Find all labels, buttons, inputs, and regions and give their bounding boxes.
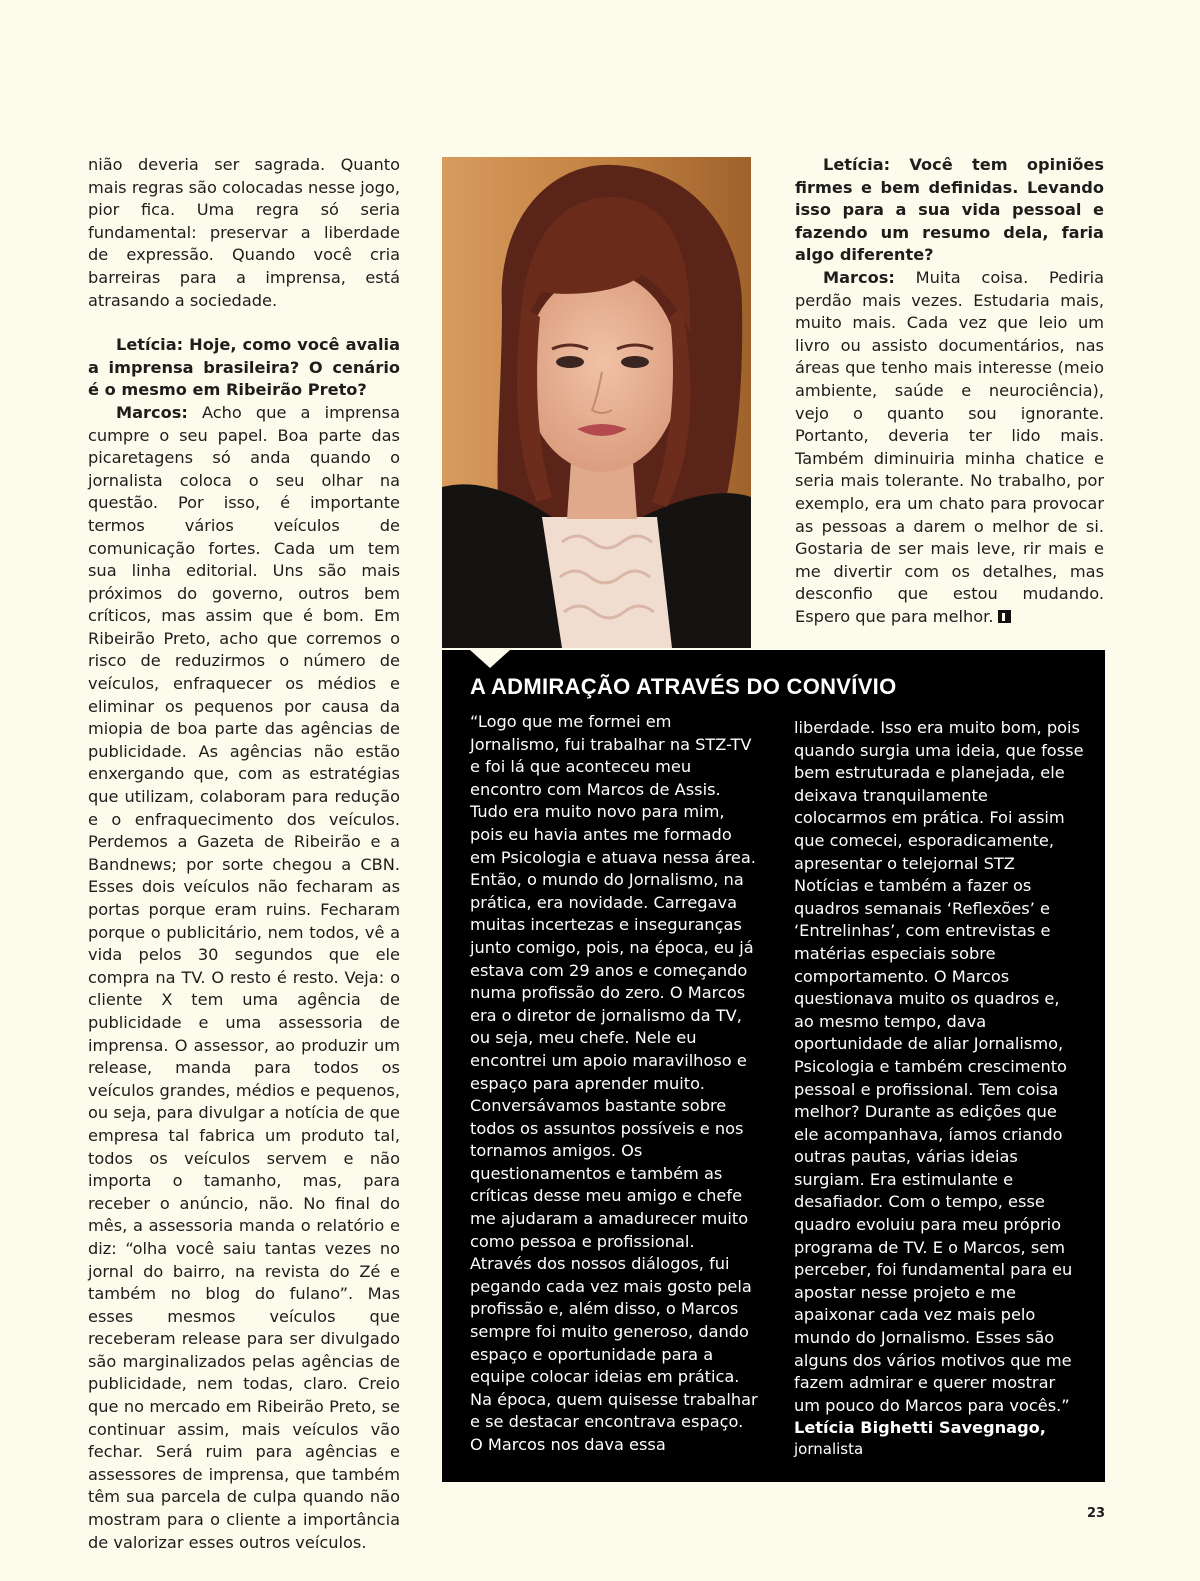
portrait-photo — [442, 157, 751, 648]
testimonial-text: liberdade. Isso era muito bom, pois quando surgia uma ideia, que fosse bem estruturada e planejada, ele deixava tranquilamente colocarmos em prática. Foi assim que comecei, esporadicamente, apresentar o telejornal STZ Notícias e também a fazer os quadros semanais ‘Reflexões’ e ‘Entrelinhas’, com entrevistas e matérias especiais sobre comportamento. O Marcos questionava muito os quadros e, ao mesmo tempo, dava oportunidade de aliar Jornalismo, Psicologia e também crescimento pessoal e profissional. Tem coisa melhor? Durante as edições que ele acompanhava, íamos criando outras pautas, várias ideias surgiam. Era estimulante e desafiador. Com o tempo, esse quadro evoluiu para meu próprio programa de TV. E o Marcos, sem perceber, foi fundamental para eu apostar nesse projeto e me apaixonar cada vez mais pelo mundo do Jornalismo. Esses são alguns dos vários motivos que me fazem admirar e querer mostrar um pouco do Marcos para vocês.” — [794, 718, 1084, 1415]
box-notch-triangle — [470, 650, 510, 668]
interview-question-2 — [795, 154, 1104, 267]
testimonial-box — [442, 650, 1105, 1482]
answer-speaker: Marcos: — [116, 402, 188, 422]
left-paragraph-1: nião deveria ser sagrada. Quanto mais regras são colocadas nesse jogo, pior fica. Uma regra só seria fundamental: preservar a liberdade de expressão. Quando você cria barreiras para a imprensa, está atrasando a sociedade. — [88, 155, 400, 310]
answer-text: Acho que a imprensa cumpre o seu papel. Boa parte das picaretagens só anda quando o jornalista coloca o seu olhar na questão. Por isso, é importante termos vários veículos de comunicação fortes. Cada um tem sua linha editorial. Uns são mais próximos do governo, outros bem críticos, mas assim que é bom. Em Ribeirão Preto, acho que corremos o risco de reduzirmos o número de veículos, enfraquecer os médios e eliminar os pequenos por causa da miopia de boa parte das agências de publicidade. As agências não estão enxergando que, com as estratégias que utilizam, colaboram para redução e o enfraquecimento dos veículos. Perdemos a Gazeta de Ribeirão e a Bandnews; por sorte chegou a CBN. Esses dois veículos não fecharam as portas porque eram ruins. Fecharam porque o publicitário, nem todos, vê a vida pelos 30 segundos que ele compra na TV. O resto é resto. Veja: o cliente X tem uma agência de publicidade e uma assessoria de imprensa. O assessor, ao produzir um release, manda para todos os veículos grandes, médios e pequenos, ou seja, para divulgar a notícia de que empresa tal fabrica um produto tal, todos os veículos servem e não importa o tamanho, mas, para receber o anúncio, não. No final do mês, a assessoria manda o relatório e diz: “olha você saiu tantas vezes no jornal do bairro, na revista do Zé e também no blog do fulano”. Mas esses mesmos veículos que receberam release para ser divulgado são marginalizados pelas agências de publicidade, nem todas, claro. Creio que no mercado em Ribeirão Preto, se continuar assim, mais veículos vão fechar. Será ruim para agências e assessores de imprensa, que também têm sua parcela de culpa quando não mostram para o cliente a importância de valorizar esses outros veículos. — [88, 402, 400, 1552]
answer-text: Muita coisa. Pediria perdão mais vezes. Estudaria mais, muito mais. Cada vez que leio um livro ou assisto documentários, nas áreas que tenho mais interesse (meio ambiente, saúde e neurociência), vejo o quanto sou ignorante. Portanto, deveria ter lido mais. Também diminuiria minha chatice e seria mais tolerante. No trabalho, por exemplo, era um chato para provocar as pessoas a darem o melhor de si. Gostaria de ser mais leve, rir mais e me divertir com os detalhes, mas desconfio que estou mudando. Espero que para melhor. — [795, 267, 1104, 626]
question-text: Letícia: Hoje, como você avalia a imprensa brasileira? O cenário é o mesmo em Ribeirão Preto? — [88, 335, 400, 400]
paragraph-gap — [88, 312, 400, 334]
page-number: 23 — [1087, 1506, 1106, 1521]
testimonial-title: A ADMIRAÇÃO ATRAVÉS DO CONVÍVIO — [470, 674, 897, 699]
end-of-article-icon — [998, 610, 1011, 623]
signature-role: jornalista — [794, 1440, 864, 1458]
portrait-illustration — [442, 157, 751, 648]
signature-name: Letícia Bighetti Savegnago, — [794, 1418, 1046, 1438]
right-column — [795, 154, 1104, 628]
left-column — [88, 154, 400, 1554]
question-text: Letícia: Você tem opiniões firmes e bem definidas. Levando isso para a sua vida pessoal e fazendo um resumo dela, faria algo diferente? — [795, 155, 1104, 265]
interview-answer-2 — [795, 267, 1104, 629]
testimonial-column-2 — [794, 717, 1084, 1458]
testimonial-column-1: “Logo que me formei em Jornalismo, fui trabalhar na STZ-TV e foi lá que aconteceu meu encontro com Marcos de Assis. Tudo era muito novo para mim, pois eu havia antes me formado em Psicologia e atuava nessa área. Então, o mundo do Jornalismo, na prática, era novidade. Carregava muitas incertezas e inseguranças junto comigo, pois, na época, eu já estava com 29 anos e começando numa profissão do zero. O Marcos era o diretor de jornalismo da TV, ou seja, meu chefe. Nele eu encontrei um apoio maravilhoso e espaço para aprender muito. Conversávamos bastante sobre todos os assuntos possíveis e nos tornamos amigos. Os questionamentos e também as críticas desse meu amigo e chefe me ajudaram a amadurecer muito como pessoa e profissional. Através dos nossos diálogos, fui pegando cada vez mais gosto pela profissão e, além disso, o Marcos sempre foi muito generoso, dando espaço e oportunidade para a equipe colocar ideias em prática. Na época, quem quisesse trabalhar e se destacar encontrava espaço. O Marcos nos dava essa — [470, 712, 758, 1454]
answer-speaker: Marcos: — [823, 267, 895, 287]
interview-answer-1 — [88, 402, 400, 1554]
interview-question-1 — [88, 334, 400, 402]
